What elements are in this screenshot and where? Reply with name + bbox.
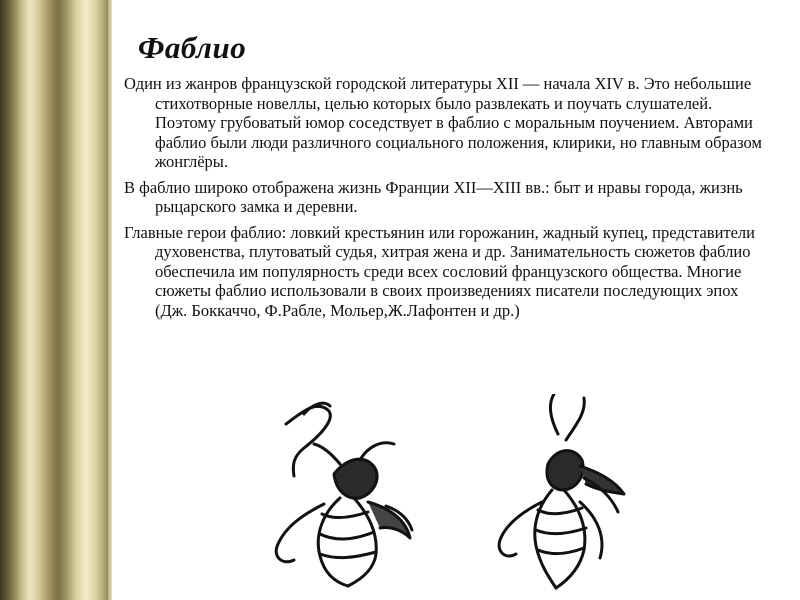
left-dancing-figure [276, 403, 412, 586]
decorative-gold-band [0, 0, 112, 600]
illustration-dancing-figures [154, 394, 754, 594]
paragraph-genre: Один из жанров французской городской литературы XII — начала XIV в. Это небольшие стихотворные новеллы, целью которых было развлекать и поучать слушателей. Поэтому грубоватый юмор соседствует в фаблио с моральным поучением. Авторами фаблио были люди различного социального положения, клирики, но главным образом жонглёры. [124, 74, 762, 171]
slide-title: Фаблио [138, 30, 247, 65]
paragraph-heroes: Главные герои фаблио: ловкий крестьянин или горожанин, жадный купец, представители духовенства, плутоватый судья, хитрая жена и др. Занимательность сюжетов фаблио обеспечила им популярность среди всех сословий французского общества. Многие сюжеты фаблио использовали в своих произведениях писатели последующих эпох (Дж. Боккаччо, Ф.Рабле, Мольер,Ж.Лафонтен и др.) [124, 222, 755, 320]
right-dancing-figure [499, 394, 624, 588]
slide-body [124, 74, 774, 326]
paragraph-life: В фаблио широко отображена жизнь Франции XII—XIII вв.: быт и нравы города, жизнь рыцарского замка и деревни. [124, 177, 743, 216]
